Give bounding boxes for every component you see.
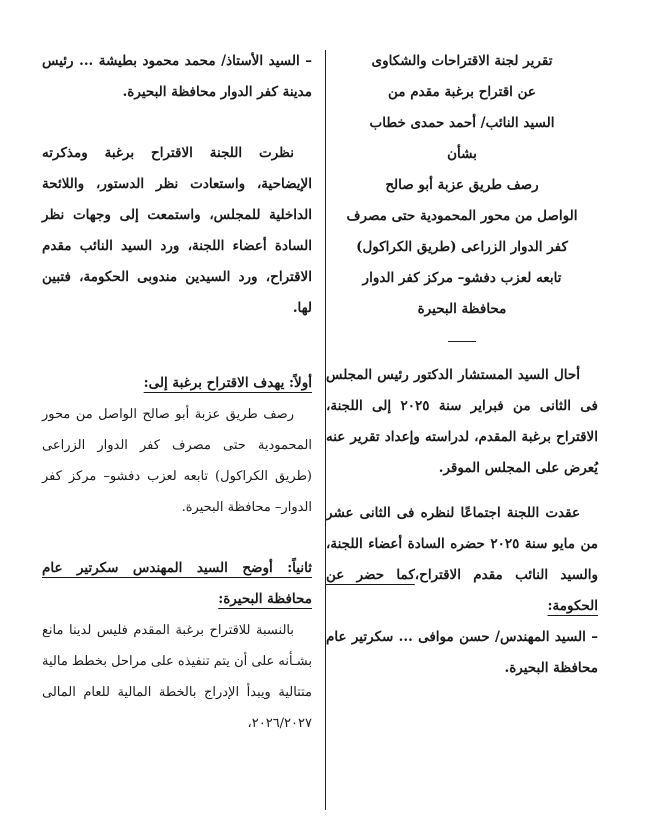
committee-paragraph: نظرت اللجنة الاقتراح برغبة ومذكرته الإيضاحية، واستعادت نظر الدستور، واللائحة الداخلية للمجلس، واستمعت إلى وجهات نظر السادة أعضاء اللجنة، ورد السيد النائب مقدم الاقتراح، ورد السيدين مندوبى الحكومة، فتبين لها. — [42, 145, 312, 316]
meeting-paragraph — [326, 498, 598, 622]
meeting-text: عقدت اللجنة اجتماعًا لنظره فى الثانى عشر من مايو سنة ٢٠٢٥ حضره السادة أعضاء اللجنة، والسيد النائب مقدم الاقتراح، — [326, 505, 598, 583]
title-line: عن اقتراح برغبة مقدم من — [388, 84, 536, 100]
subject-line: الواصل من محور المحمودية حتى مصرف — [346, 208, 578, 224]
attendee-city-head: – السيد الأستاذ/ محمد محمود بطيشة ... رئيس مدينة كفر الدوار محافظة البحيرة. — [42, 53, 312, 100]
report-subject — [326, 201, 598, 325]
first-body: رصف طريق عزبة أبو صالح الواصل من محور المحمودية حتى مصرف كفر الدوار الزراعى (طريق الكراكول) تابعه لعزب دفشو– مركز كفر الدوار– محافظة البحيرة. — [42, 407, 312, 515]
heading-first: أولاً: يهدف الاقتراح برغبة إلى: — [143, 375, 312, 391]
report-title — [326, 46, 598, 201]
left-column — [42, 46, 312, 739]
column-divider — [325, 50, 326, 810]
title-line: السيد النائب/ أحمد حمدى خطاب — [369, 115, 555, 131]
government-attendance-label: كما حضر عن الحكومة: — [326, 567, 598, 614]
title-divider — [448, 341, 476, 342]
title-line: تقرير لجنة الاقتراحات والشكاوى — [371, 53, 553, 69]
right-column — [326, 46, 598, 684]
subject-line: تابعه لعزب دفشو– مركز كفر الدوار — [362, 270, 562, 286]
second-body: بالنسبة للاقتراح برغبة المقدم فليس لدينا مانع بشـأنه على أن يتم تنفيذه على مراحل بخطط مالية متتالية ويبدأ الإدراج بالخطة المالية للعام المالى ٢٠٢٦/٢٠٢٧، — [42, 623, 312, 731]
title-line: بشأن — [447, 146, 477, 162]
heading-second: ثانياً: أوضح السيد المهندس سكرتير عام محافظة البحيرة: — [42, 560, 312, 607]
referral-paragraph: أحال السيد المستشار الدكتور رئيس المجلس فى الثانى من فبراير سنة ٢٠٢٥ إلى اللجنة، الاقتراح برغبة المقدم، لدراسته وإعداد تقرير عنه يُعرض على المجلس الموقر. — [326, 367, 598, 476]
attendee-governorate-secretary: – السيد المهندس/ حسن موافى ... سكرتير عام محافظة البحيرة. — [326, 629, 598, 676]
title-line: رصف طريق عزبة أبو صالح — [385, 177, 539, 193]
subject-line: محافظة البحيرة — [417, 301, 507, 317]
subject-line: كفر الدوار الزراعى (طريق الكراكول) — [356, 239, 568, 255]
